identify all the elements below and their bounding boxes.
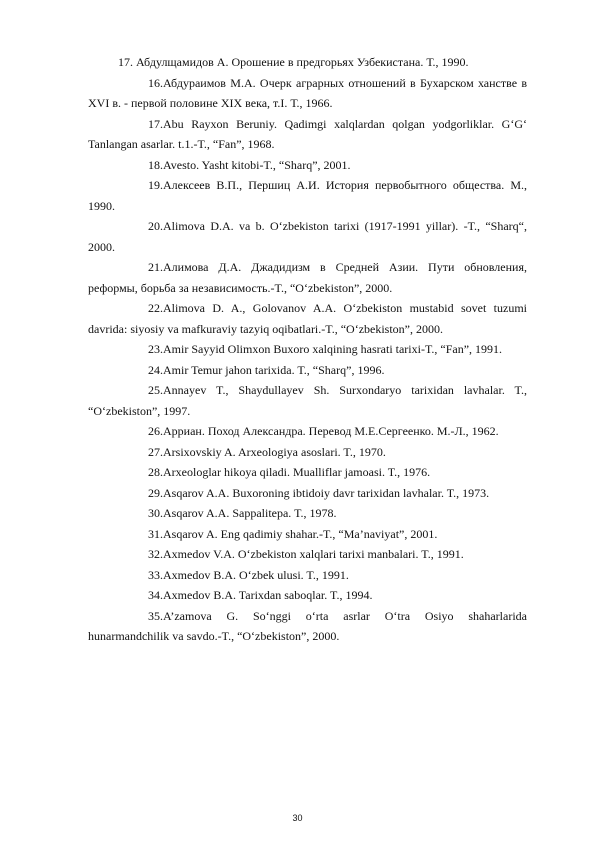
reference-list — [88, 52, 527, 647]
reference-number: 23. — [148, 342, 163, 356]
page-number: 30 — [292, 813, 303, 823]
reference-item — [88, 216, 527, 257]
reference-text: Axmedov V.A. O‘zbekiston xalqlari tarixi manbalari. T., 1991. — [163, 547, 464, 561]
reference-item — [88, 380, 527, 421]
reference-item — [88, 175, 527, 216]
reference-item — [88, 298, 527, 339]
reference-item — [88, 585, 527, 606]
reference-number: 28. — [148, 465, 163, 479]
reference-number: 20. — [148, 219, 163, 233]
reference-text: Арриан. Поход Александра. Перевод М.Е.Сергеенко. М.-Л., 1962. — [163, 424, 499, 438]
reference-item — [88, 421, 527, 442]
reference-text: A’zamova G. So‘nggi o‘rta asrlar O‘tra Osiyo shaharlarida hunarmandchilik va savdo.-T., “O‘zbekiston”, 2000. — [88, 608, 527, 643]
reference-number: 35. — [148, 608, 163, 623]
reference-text: Amir Temur jahon tarixida. T., “Sharq”, 1996. — [163, 362, 385, 377]
reference-text: Asqarov A.A. Buxoroning ibtidoiy davr tarixidan lavhalar. T., 1973. — [163, 485, 490, 500]
reference-item — [88, 483, 527, 504]
reference-text: Asqarov A.A. Sappalitepa. T., 1978. — [163, 506, 337, 520]
reference-item — [88, 462, 527, 483]
reference-item — [88, 155, 527, 176]
reference-text: 17. Абдулщамидов А. Орошение в предгорьях Узбекистана. Т., 1990. — [118, 55, 469, 69]
reference-item — [88, 442, 527, 463]
reference-item — [88, 503, 527, 524]
reference-number: 26. — [148, 424, 163, 438]
reference-text: Алимова Д.А. Джадидизм в Средней Азии. Пути обновления, реформы, борьба за независимость.-T., “O‘zbekiston”, 2000. — [88, 260, 527, 295]
reference-text: Arxeologlar hikoya qiladi. Mualliflar jamoasi. T., 1976. — [163, 465, 431, 479]
reference-number: 25. — [148, 383, 163, 397]
reference-text: Annayev T., Shaydullayev Sh. Surxondaryo tarixidan lavhalar. T., “O‘zbekiston”, 1997. — [88, 383, 527, 418]
reference-number: 34. — [148, 588, 163, 602]
reference-number: 22. — [148, 301, 163, 315]
reference-number: 33. — [148, 567, 163, 582]
reference-text: Alimova D. A., Golovanov A.A. O‘zbekiston mustabid sovet tuzumi davrida: siyosiy va mafkuraviy tazyiq oqibatlari.-T., “O‘zbekiston”, 2000. — [88, 301, 527, 336]
reference-number: 17. — [148, 116, 163, 131]
reference-text: Alimova D.A. va b. O‘zbekiston tarixi (1917-1991 yillar). -T., “Sharq“, 2000. — [88, 219, 527, 254]
reference-text: Axmedov B.A. O‘zbek ulusi. T., 1991. — [163, 567, 349, 582]
reference-number: 19. — [148, 178, 163, 192]
reference-text: Abu Rayxon Beruniy. Qadimgi xalqlardan qolgan yodgorliklar. G‘G‘ Tanlangan asarlar. t.1.-T., “Fan”, 1968. — [88, 116, 527, 151]
reference-text: Amir Sayyid Olimxon Buxoro xalqining hasrati tarixi-T., “Fan”, 1991. — [163, 342, 503, 356]
reference-number: 18. — [148, 157, 163, 172]
reference-item — [88, 52, 527, 73]
reference-item — [88, 524, 527, 545]
reference-number: 31. — [148, 526, 163, 541]
reference-number: 29. — [148, 485, 163, 500]
reference-number: 21. — [148, 260, 163, 274]
reference-number: 16. — [148, 75, 163, 90]
reference-item — [88, 73, 527, 114]
reference-text: Axmedov B.A. Tarixdan saboqlar. T., 1994. — [163, 588, 373, 602]
reference-item — [88, 606, 527, 647]
reference-item — [88, 339, 527, 360]
reference-item — [88, 565, 527, 586]
reference-number: 32. — [148, 547, 163, 561]
reference-text: Asqarov A. Eng qadimiy shahar.-T., “Ma’naviyat”, 2001. — [163, 526, 438, 541]
reference-item — [88, 114, 527, 155]
reference-text: Avesto. Yasht kitobi-T., “Sharq”, 2001. — [163, 157, 351, 172]
reference-item — [88, 257, 527, 298]
reference-number: 24. — [148, 362, 163, 377]
reference-text: Алексеев В.П., Першиц А.И. История первобытного общества. М., 1990. — [88, 178, 527, 213]
reference-item — [88, 544, 527, 565]
reference-item — [88, 360, 527, 381]
reference-text: Arsixovskiy A. Arxeologiya asoslari. T., 1970. — [163, 444, 386, 459]
reference-number: 30. — [148, 506, 163, 520]
reference-text: Абдураимов М.А. Очерк аграрных отношений в Бухарском ханстве в XVI в. - первой половине XIX века, т.I. Т., 1966. — [88, 75, 527, 110]
reference-number: 27. — [148, 444, 163, 459]
